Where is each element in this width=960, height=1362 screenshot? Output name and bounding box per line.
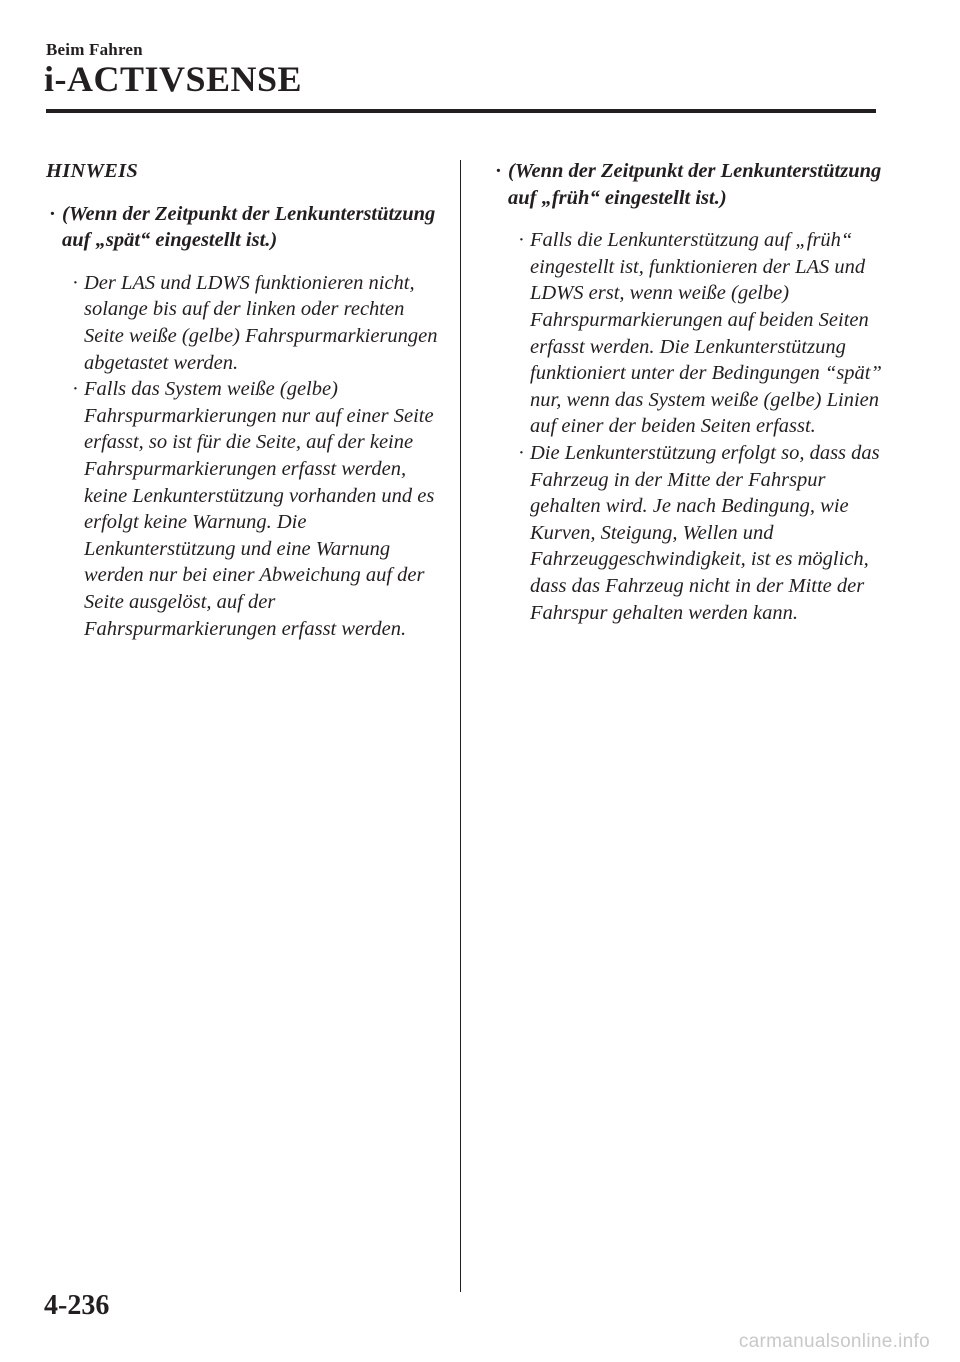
list-item <box>46 270 446 376</box>
list-item <box>492 440 892 626</box>
early-items-list <box>492 227 892 626</box>
bullet-icon: · <box>495 160 502 182</box>
bullet-icon: · <box>49 202 56 225</box>
bullet-icon: · <box>518 441 525 464</box>
list-item <box>46 376 446 642</box>
chapter-title: i-ACTIVSENSE <box>44 59 303 99</box>
late-items-list <box>46 270 446 642</box>
list-item-text: Falls die Lenkunterstützung auf „früh“ eingestellt ist, funktionieren der LAS und LDWS erst, wenn weiße (gelbe) Fahrspurmarkierungen auf beiden Seiten erfasst werden. Die Lenkunterstützung funktioniert unter der Bedingungen “spät” nur, wenn das System weiße (gelbe) Linien auf einer der beiden Seiten erfasst. <box>530 229 882 438</box>
list-item <box>492 227 892 440</box>
list-item-text: Der LAS und LDWS funktionieren nicht, solange bis auf der linken oder rechten Seite weiße (gelbe) Fahrspurmarkierungen abgetastet werden. <box>84 271 438 374</box>
condition-early-text: (Wenn der Zeitpunkt der Lenkunterstützung auf „früh“ eingestellt ist.) <box>508 160 882 209</box>
bullet-icon: · <box>518 229 525 252</box>
condition-early <box>492 158 892 211</box>
page-number: 4-236 <box>44 1290 110 1321</box>
section-label: Beim Fahren <box>46 40 143 59</box>
bullet-icon: · <box>72 271 79 294</box>
list-item-text: Falls das System weiße (gelbe) Fahrspurmarkierungen nur auf einer Seite erfasst, so ist für die Seite, auf der keine Fahrspurmarkierungen erfasst werden, keine Lenkunterstützung vorhanden und es erfolgt keine Warnung. Die Lenkunterstützung und eine Warnung werden nur bei einer Abweichung auf der Seite ausgelöst, auf der Fahrspurmarkierungen erfasst werden. <box>84 378 435 640</box>
note-heading: HINWEIS <box>46 160 139 182</box>
condition-late-text: (Wenn der Zeitpunkt der Lenkunterstützung auf „spät“ eingestellt ist.) <box>62 202 436 252</box>
condition-late <box>46 201 446 254</box>
bullet-icon: · <box>72 378 79 401</box>
column-divider <box>460 160 461 1292</box>
list-item-text: Die Lenkunterstützung erfolgt so, dass das Fahrzeug in der Mitte der Fahrspur gehalten wird. Je nach Bedingung, wie Kurven, Steigung, Wellen und Fahrzeuggeschwindigkeit, ist es möglich, dass das Fahrzeug nicht in der Mitte der Fahrspur gehalten werden kann. <box>530 441 880 624</box>
right-column <box>492 158 892 626</box>
left-column <box>46 158 446 642</box>
header-rule <box>46 109 876 113</box>
watermark: carmanualsonline.info <box>738 1331 930 1352</box>
